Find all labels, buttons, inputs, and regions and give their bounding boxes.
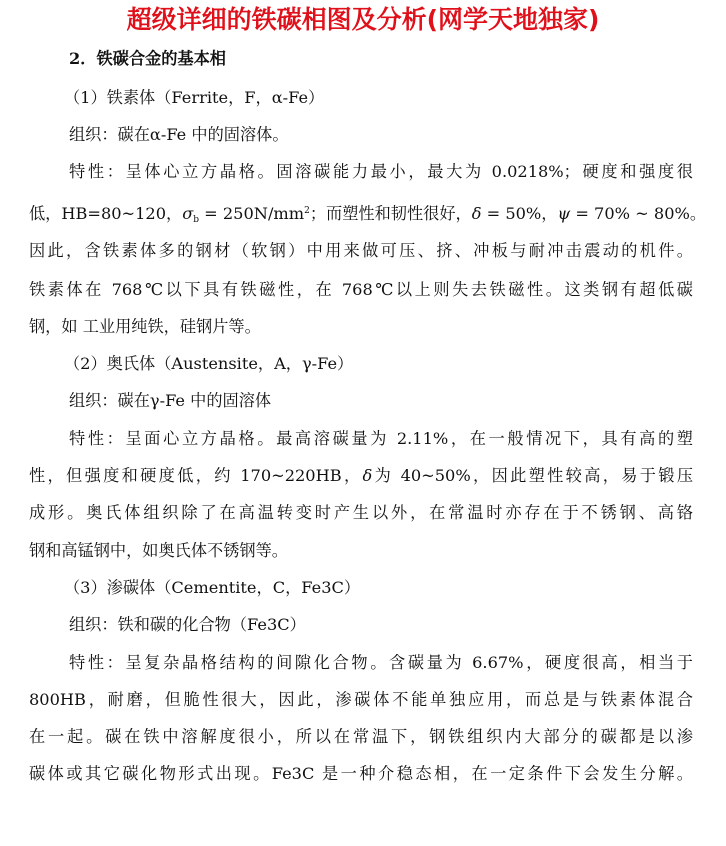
unit-superscript: 2: [304, 206, 310, 216]
cementite-property-line-3: 在一起。碳在铁中溶解度很小，所以在常温下，钢铁组织内大部分的碳都是以渗: [29, 727, 693, 746]
delta-symbol: δ: [471, 204, 482, 223]
section-heading: 2．铁碳合金的基本相: [69, 49, 226, 68]
plasticity-text: 为 40~50%，因此塑性较高，易于锻压: [372, 466, 694, 485]
strength-value: = 250N/mm: [199, 204, 305, 223]
sigma-subscript: b: [193, 215, 200, 225]
cementite-structure: 组织：铁和碳的化合物（Fe3C）: [69, 615, 306, 634]
austenite-heading: （2）奥氏体（Austensite，A，γ-Fe）: [64, 354, 354, 373]
austenite-structure: 组织：碳在γ-Fe 中的固溶体: [69, 391, 272, 410]
cementite-heading: （3）渗碳体（Cementite，C，Fe3C）: [64, 578, 361, 597]
ferrite-heading: （1）铁素体（Ferrite，F，α-Fe）: [64, 88, 325, 107]
document-title: 超级详细的铁碳相图及分析(网学天地独家): [126, 5, 600, 34]
plasticity-text: ；而塑性和韧性很好，: [309, 204, 472, 223]
ferrite-property-line-2: [29, 200, 707, 231]
ferrite-property-line-1: 特性：呈体心立方晶格。固溶碳能力最小，最大为 0.0218%；硬度和强度很: [69, 162, 693, 181]
austenite-property-line-1: 特性：呈面心立方晶格。最高溶碳量为 2.11%，在一般情况下，具有高的塑: [69, 429, 693, 448]
hardness-text: 低，HB=80~120，: [29, 204, 183, 223]
ferrite-property-line-4: 铁素体在 768℃以下具有铁磁性，在 768℃以上则失去铁磁性。这类钢有超低碳: [29, 280, 693, 299]
cementite-property-line-1: 特性：呈复杂晶格结构的间隙化合物。含碳量为 6.67%，硬度很高，相当于: [69, 653, 693, 672]
psi-symbol: ψ: [557, 204, 571, 223]
delta-value: = 50%，: [481, 204, 558, 223]
austenite-property-line-2: [29, 465, 693, 487]
cementite-property-line-4: 碳体或其它碳化物形式出现。Fe3C 是一种介稳态相，在一定条件下会发生分解。: [29, 764, 693, 783]
psi-value: = 70% ~ 80%。: [570, 204, 707, 223]
hardness-text: 性，但强度和硬度低，约 170~220HB，: [29, 466, 363, 485]
cementite-property-line-2: 800HB，耐磨，但脆性很大，因此，渗碳体不能单独应用，而总是与铁素体混合: [29, 690, 693, 709]
ferrite-structure: 组织：碳在α-Fe 中的固溶体。: [69, 125, 289, 144]
sigma-symbol: σ: [182, 204, 194, 223]
austenite-property-line-3: 成形。奥氏体组织除了在高温转变时产生以外，在常温时亦存在于不锈钢、高铬: [29, 503, 693, 522]
ferrite-property-line-5: 钢，如 工业用纯铁，硅钢片等。: [29, 317, 261, 336]
delta-symbol: δ: [362, 466, 373, 485]
ferrite-property-line-3: 因此，含铁素体多的钢材（软钢）中用来做可压、挤、冲板与耐冲击震动的机件。: [29, 241, 693, 260]
austenite-property-line-4: 钢和高锰钢中，如奥氏体不锈钢等。: [29, 541, 288, 560]
